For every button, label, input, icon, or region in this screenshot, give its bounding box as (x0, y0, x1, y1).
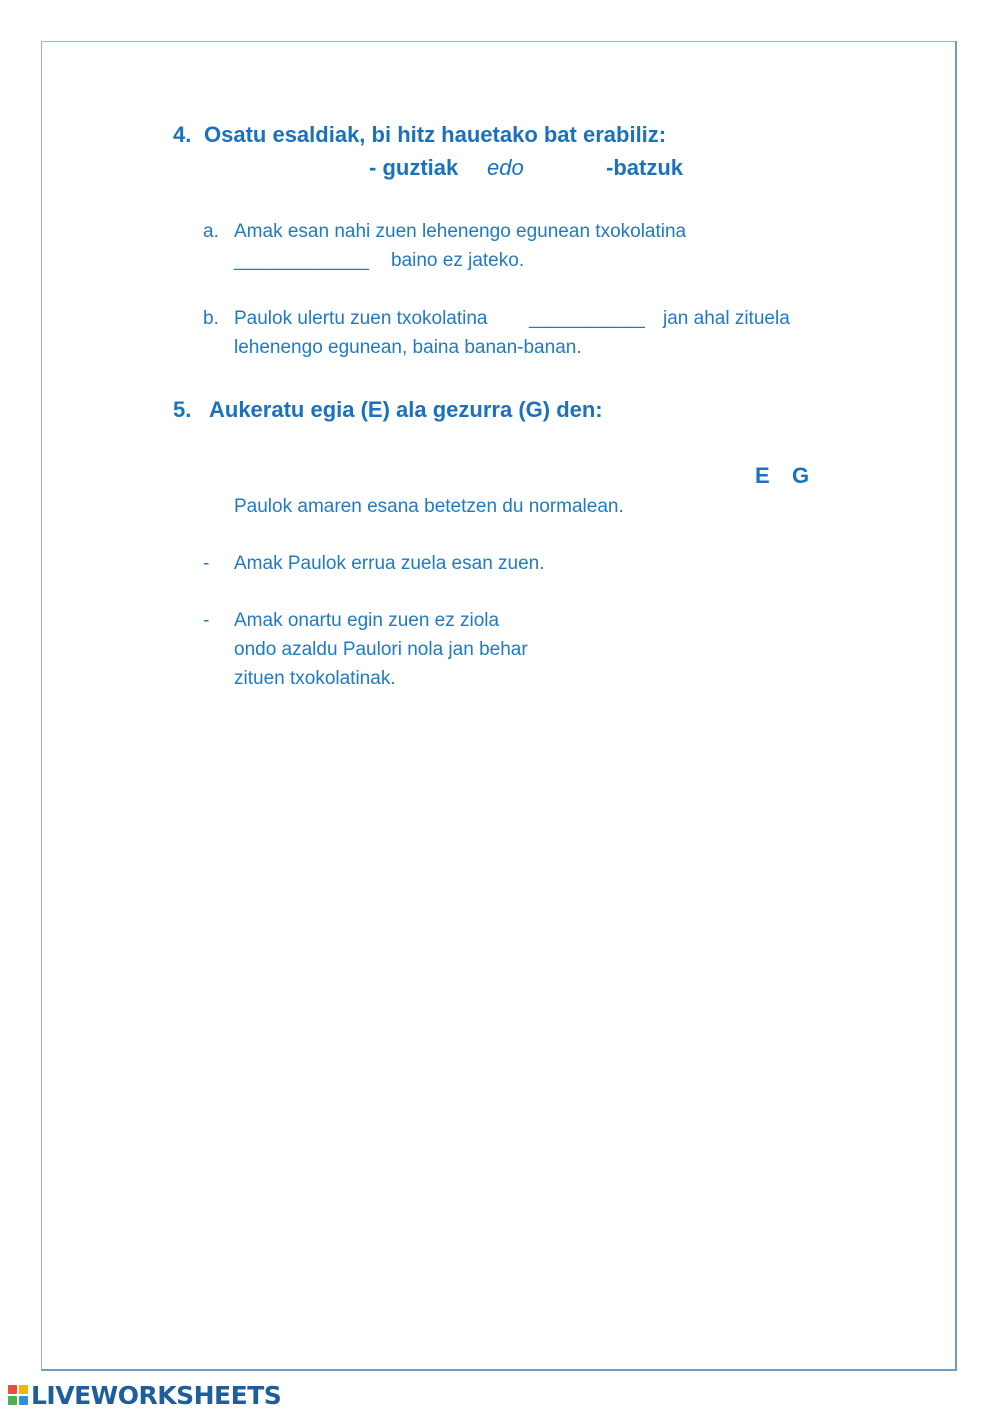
q4-item-a-marker: a. (203, 221, 219, 242)
liveworksheets-logo[interactable] (8, 1382, 281, 1408)
q5-statement-3-marker: - (203, 610, 210, 631)
q5-statement-2-marker: - (203, 553, 210, 574)
logo-square-icon (8, 1396, 17, 1405)
q4-connector: edo (487, 155, 524, 180)
q4-item-a-line2: baino ez jateko. (391, 250, 525, 271)
q5-title: Aukeratu egia (E) ala gezurra (G) den: (209, 397, 603, 422)
q5-statement-1: Paulok amaren esana betetzen du normalean. (234, 496, 624, 517)
q5-statement-3-line2: ondo azaldu Paulori nola jan behar (234, 639, 528, 660)
q5-column-g[interactable]: G (792, 463, 810, 488)
q5-column-e[interactable]: E (755, 463, 770, 488)
liveworksheets-brand: LIVEWORKSHEETS (31, 1380, 282, 1410)
q4-item-b-line1-end: jan ahal zituela (663, 308, 790, 329)
q4-number: 4. (173, 122, 192, 147)
q5-statement-2: Amak Paulok errua zuela esan zuen. (234, 553, 545, 574)
logo-square-icon (8, 1385, 17, 1394)
q4-title: Osatu esaldiak, bi hitz hauetako bat erabiliz: (204, 122, 667, 147)
q4-item-b-line2: lehenengo egunean, baina banan-banan. (234, 337, 582, 358)
q5-statement-3-line3: zituen txokolatinak. (234, 668, 396, 689)
logo-square-icon (19, 1396, 28, 1405)
q4-item-b-line1: Paulok ulertu zuen txokolatina (234, 308, 488, 329)
logo-square-icon (19, 1385, 28, 1394)
q4-option-batzuk: -batzuk (606, 155, 683, 180)
q4-item-b-blank[interactable]: ____________ (529, 308, 644, 329)
q4-item-a-blank[interactable]: ______________ (234, 250, 368, 271)
q5-statement-3-line1: Amak onartu egin zuen ez ziola (234, 610, 500, 631)
q4-item-a-line1: Amak esan nahi zuen lehenengo egunean txokolatina (234, 221, 687, 242)
q4-item-b-marker: b. (203, 308, 219, 329)
q5-number: 5. (173, 397, 192, 422)
q4-option-guztiak: - guztiak (369, 155, 459, 180)
liveworksheets-icon (8, 1385, 28, 1405)
